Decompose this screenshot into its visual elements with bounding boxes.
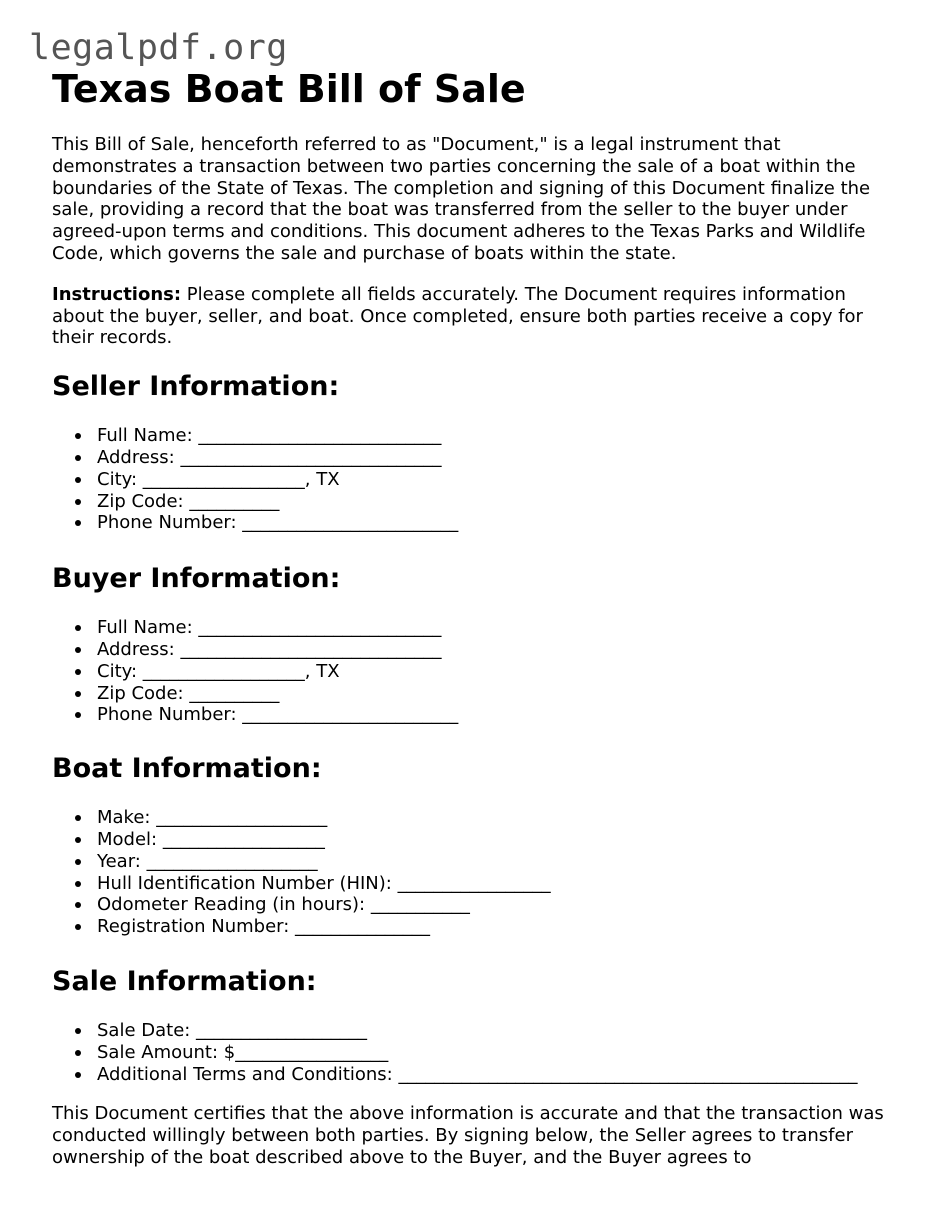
sale-heading: Sale Information:: [52, 965, 317, 997]
buyer-heading: Buyer Information:: [52, 563, 341, 595]
seller-heading: Seller Information:: [52, 371, 340, 403]
instructions-text: Please complete all fields accurately. The Document requires information about the buyer, seller, and boat. Once completed, ensure both parties receive a copy for their records.: [52, 283, 863, 349]
instructions-label: Instructions:: [52, 283, 182, 305]
boat-heading: Boat Information:: [52, 753, 322, 785]
buyer-phone-field: Phone Number: ________________________: [97, 704, 887, 726]
boat-hin-field: Hull Identification Number (HIN): _________________: [97, 873, 887, 895]
seller-full-name-field: Full Name: ___________________________: [97, 425, 887, 447]
sale-fields: [52, 1020, 887, 1085]
closing-paragraph: This Document certifies that the above information is accurate and that the transaction was conducted willingly between both parties. By signing below, the Seller agrees to transfer ownership of the boat described above to the Buyer, and the Buyer agrees to: [52, 1103, 884, 1168]
seller-address-field: Address: _____________________________: [97, 447, 887, 469]
seller-zip-field: Zip Code: __________: [97, 491, 887, 513]
seller-fields: [52, 425, 887, 534]
buyer-zip-field: Zip Code: __________: [97, 683, 887, 705]
document-title: Texas Boat Bill of Sale: [52, 67, 526, 111]
boat-year-field: Year: ___________________: [97, 851, 887, 873]
boat-fields: [52, 807, 887, 938]
sale-date-field: Sale Date: ___________________: [97, 1020, 887, 1042]
boat-odometer-field: Odometer Reading (in hours): ___________: [97, 894, 887, 916]
buyer-address-field: Address: _____________________________: [97, 639, 887, 661]
seller-city-field: City: __________________, TX: [97, 469, 887, 491]
boat-make-field: Make: ___________________: [97, 807, 887, 829]
instructions-paragraph: [52, 284, 887, 349]
sale-amount-field: Sale Amount: $_________________: [97, 1042, 887, 1064]
intro-paragraph: This Bill of Sale, henceforth referred to as "Document," is a legal instrument that demonstrates a transaction between two parties concerning the sale of a boat within the boundaries of the State of Texas. The completion and signing of this Document finalize the sale, providing a record that the boat was transferred from the seller to the buyer under agreed-upon terms and conditions. This document adheres to the Texas Parks and Wildlife Code, which governs the sale and purchase of boats within the state.: [52, 134, 871, 264]
buyer-city-field: City: __________________, TX: [97, 661, 887, 683]
boat-model-field: Model: __________________: [97, 829, 887, 851]
buyer-full-name-field: Full Name: ___________________________: [97, 617, 887, 639]
document-body: [52, 66, 887, 1169]
sale-terms-field: Additional Terms and Conditions: ___________________________________________________: [97, 1064, 887, 1086]
seller-phone-field: Phone Number: ________________________: [97, 512, 887, 534]
boat-registration-field: Registration Number: _______________: [97, 916, 887, 938]
watermark: legalpdf.org: [29, 28, 288, 68]
buyer-fields: [52, 617, 887, 726]
